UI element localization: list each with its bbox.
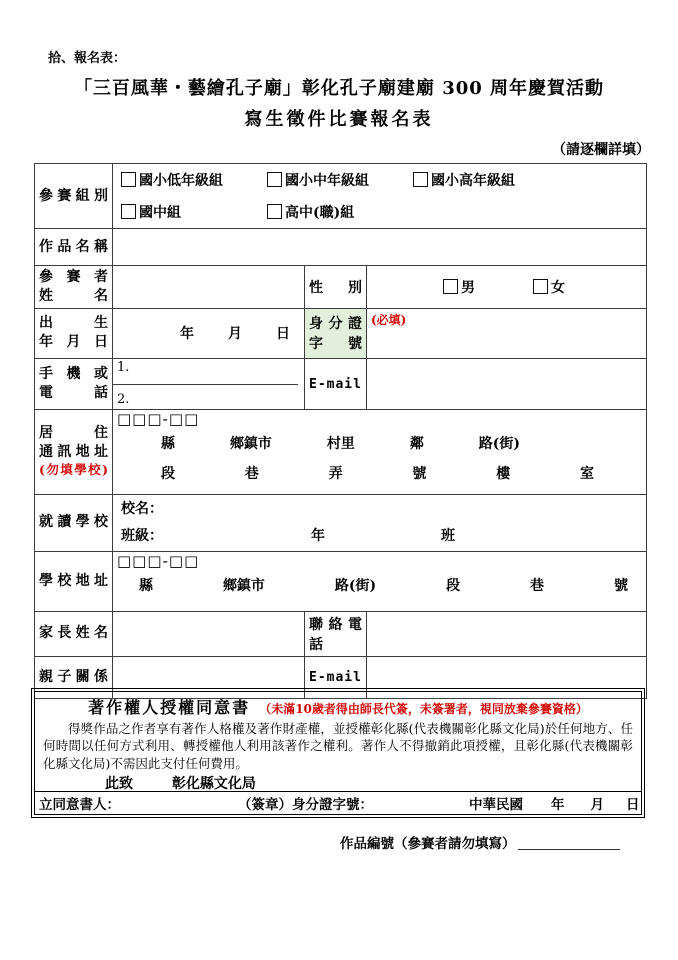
category-option[interactable]: 國小中年級組 (267, 170, 413, 190)
category-option[interactable]: 高中(職)組 (267, 202, 413, 222)
birth-date-field[interactable]: 年 月 日 (113, 308, 305, 358)
work-number-blank[interactable] (518, 835, 620, 850)
school-class-unit-label: 班 (441, 527, 455, 544)
date-era-label: 中華民國 (469, 797, 523, 813)
gender-options-cell (367, 266, 647, 309)
email-field[interactable] (367, 358, 647, 409)
contact-phone-field[interactable] (367, 611, 647, 656)
consent-signature-row (35, 791, 641, 814)
row-school (35, 494, 647, 551)
registration-table (34, 163, 647, 699)
school-address-label: 學校地址 (35, 551, 113, 611)
postal-code-boxes[interactable]: □□□-□□ (117, 551, 200, 570)
row-birth-date (35, 308, 647, 358)
email-label-2: E-mail (305, 656, 367, 698)
artwork-title-label: 作品名稱 (35, 229, 113, 266)
phone-fields[interactable] (113, 358, 305, 409)
school-year-label: 年 (311, 527, 325, 544)
date-month-label: 月 (590, 797, 604, 813)
artwork-title-field[interactable] (113, 229, 647, 266)
postal-code-boxes[interactable]: □□□-□□ (117, 409, 200, 428)
national-id-field[interactable] (367, 308, 647, 358)
home-address-note: (勿填學校) (39, 462, 108, 478)
email-label: E-mail (305, 358, 367, 409)
home-address-label: 居住 通訊地址 (勿填學校) (35, 409, 113, 494)
phone-label: 手機或 電話 (35, 358, 113, 409)
category-label: 參賽組別 (35, 164, 113, 229)
parent-name-field[interactable] (113, 611, 305, 656)
school-name-label: 校名： (121, 500, 163, 517)
consent-body-text: 得獎作品之作者享有著作人格權及著作財產權，並授權彰化縣(代表機關彰化縣文化局)於任何地方、任何時間以任何方式利用、轉授權他人利用該著作之權利。著作人不得撤銷此項授權，且彰化縣(代表機關彰化縣文化局)不需因此支付任何費用。 (43, 721, 633, 771)
consent-salute: 此致 (105, 775, 133, 792)
signer-label[interactable]: 立同意書人： (39, 797, 120, 813)
row-phone (35, 358, 647, 409)
row-school-address (35, 551, 647, 611)
checkbox-icon[interactable] (267, 172, 282, 187)
school-address-field[interactable]: □□□-□□ 縣 鄉鎮市 路(街) 段 巷 號 (113, 551, 647, 611)
row-parent-name (35, 611, 647, 656)
checkbox-icon[interactable] (413, 172, 428, 187)
date-day-label: 日 (626, 797, 640, 813)
work-number-note: 作品編號（參賽者請勿填寫） (340, 832, 620, 852)
participant-name-label: 參賽者 姓名 (35, 266, 113, 309)
form-title-line1: 「三百風華・藝繪孔子廟」彰化孔子廟建廟 300 周年慶賀活動 (73, 78, 605, 99)
home-address-field[interactable]: □□□-□□ 縣 鄉鎮市 村里 鄰 路(街) 段 巷 弄 號 樓 室 (113, 409, 647, 494)
category-option[interactable]: 國小低年級組 (121, 170, 267, 190)
phone-divider (113, 384, 298, 385)
section-label: 拾、報名表： (48, 51, 127, 66)
checkbox-icon[interactable] (121, 172, 136, 187)
row-home-address (35, 409, 647, 494)
national-id-label: 身分證 字號 (305, 308, 367, 358)
row-artwork-title (35, 229, 647, 266)
consent-age-note: （未滿10歲者得由師長代簽，未簽署者，視同放棄參賽資格） (259, 702, 588, 716)
copyright-consent-box (31, 688, 645, 818)
parent-name-label: 家長姓名 (35, 611, 113, 656)
gender-option-male[interactable]: 男 (443, 277, 475, 297)
participant-name-field[interactable] (113, 266, 305, 309)
phone-item-2: 2. (117, 391, 130, 407)
required-note: (必填) (371, 312, 407, 327)
form-title-line2: 寫生徵件比賽報名表 (244, 109, 434, 130)
seal-id-label[interactable]: （簽章）身分證字號： (238, 797, 373, 813)
category-options-cell (113, 164, 647, 229)
school-label: 就讀學校 (35, 494, 113, 551)
gender-label: 性別 (305, 266, 367, 309)
contact-phone-label: 聯絡電話 (305, 611, 367, 656)
consent-title: 著作權人授權同意書 (88, 698, 251, 717)
checkbox-icon[interactable] (533, 279, 548, 294)
relation-label: 親子關係 (35, 656, 113, 698)
category-option[interactable]: 國小高年級組 (413, 170, 638, 190)
date-year-label: 年 (551, 797, 565, 813)
fill-instruction-note: （請逐欄詳填） (552, 142, 650, 158)
gender-option-female[interactable]: 女 (533, 277, 565, 297)
phone-item-1: 1. (117, 359, 130, 375)
row-participant-name (35, 266, 647, 309)
checkbox-icon[interactable] (267, 204, 282, 219)
school-class-label: 班級： (121, 527, 163, 544)
checkbox-icon[interactable] (443, 279, 458, 294)
school-field[interactable] (113, 494, 647, 551)
checkbox-icon[interactable] (121, 204, 136, 219)
row-category (35, 164, 647, 229)
category-option[interactable]: 國中組 (121, 202, 267, 222)
birth-date-label: 出生 年月日 (35, 308, 113, 358)
consent-authority: 彰化縣文化局 (171, 775, 256, 792)
